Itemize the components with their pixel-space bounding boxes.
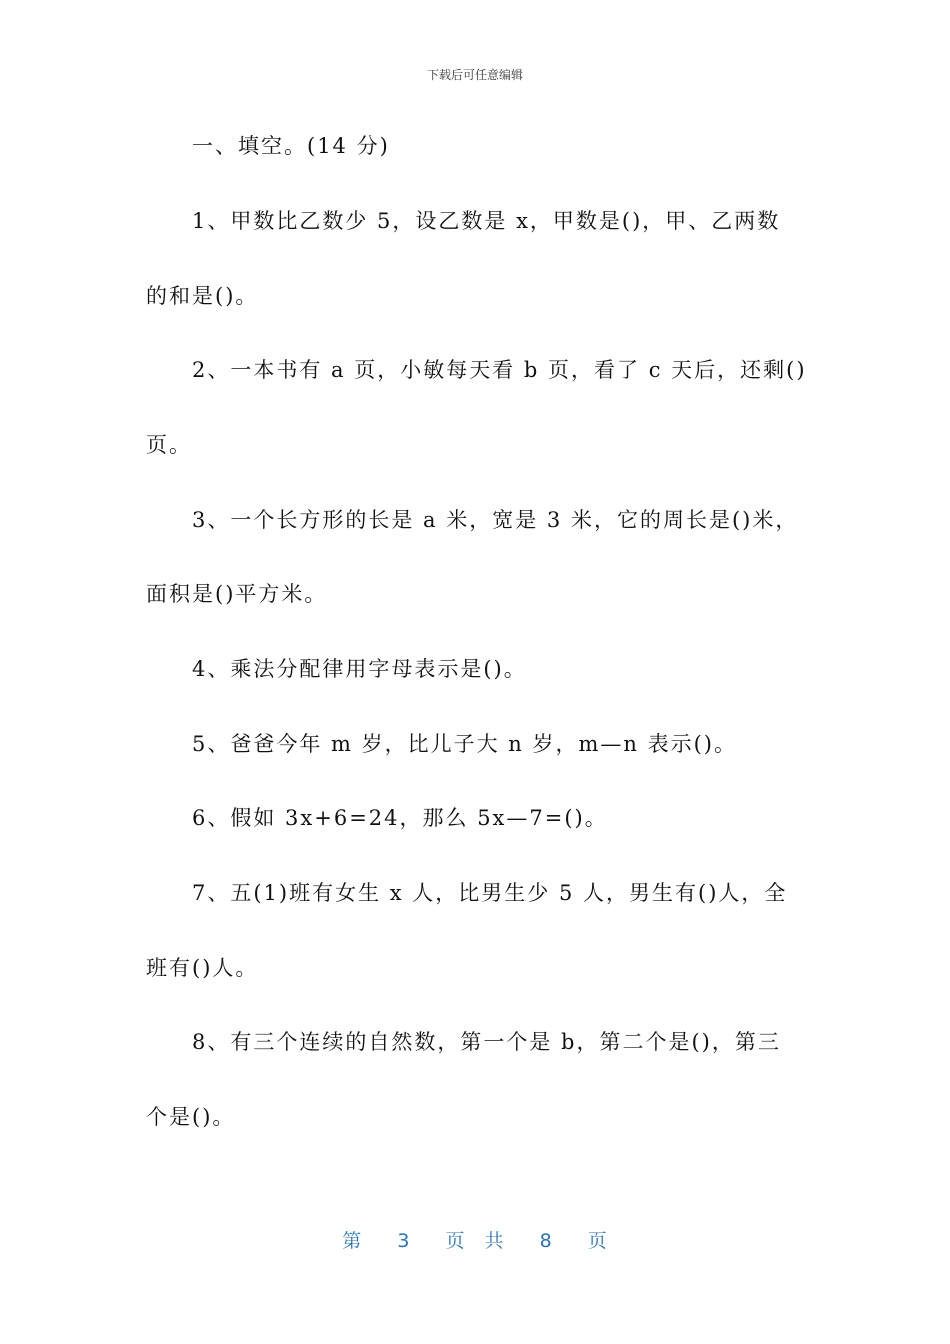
footer-middle: 页 共 <box>445 1230 505 1252</box>
footer-total-pages: 8 <box>539 1230 553 1252</box>
question-7-line-2: 班有()人。 <box>146 956 259 980</box>
footer-page-number: 3 <box>397 1230 411 1252</box>
question-2-line-2: 页。 <box>146 433 192 457</box>
question-8-line-2: 个是()。 <box>146 1105 236 1129</box>
footer-suffix: 页 <box>587 1230 608 1252</box>
question-5-line-1: 5、爸爸今年 m 岁，比儿子大 n 岁，m—n 表示()。 <box>192 732 737 756</box>
question-1-line-1: 1、甲数比乙数少 5，设乙数是 x，甲数是()，甲、乙两数 <box>192 209 781 233</box>
page-footer <box>0 1226 950 1253</box>
question-1-line-2: 的和是()。 <box>146 284 259 308</box>
section-title: 一、填空。(14 分) <box>192 134 390 158</box>
question-7-line-1: 7、五(1)班有女生 x 人，比男生少 5 人，男生有()人，全 <box>192 881 788 905</box>
question-3-line-1: 3、一个长方形的长是 a 米，宽是 3 米，它的周长是()米， <box>192 508 799 532</box>
question-6-line-1: 6、假如 3x+6=24，那么 5x—7=()。 <box>192 806 608 830</box>
watermark-text: 下载后可任意编辑 <box>426 68 523 82</box>
question-3-line-2: 面积是()平方米。 <box>146 582 328 606</box>
question-8-line-1: 8、有三个连续的自然数，第一个是 b，第二个是()，第三 <box>192 1030 781 1054</box>
footer-prefix: 第 <box>342 1230 363 1252</box>
question-4-line-1: 4、乘法分配律用字母表示是()。 <box>192 657 527 681</box>
question-2-line-1: 2、一本书有 a 页，小敏每天看 b 页，看了 c 天后，还剩() <box>192 358 807 382</box>
